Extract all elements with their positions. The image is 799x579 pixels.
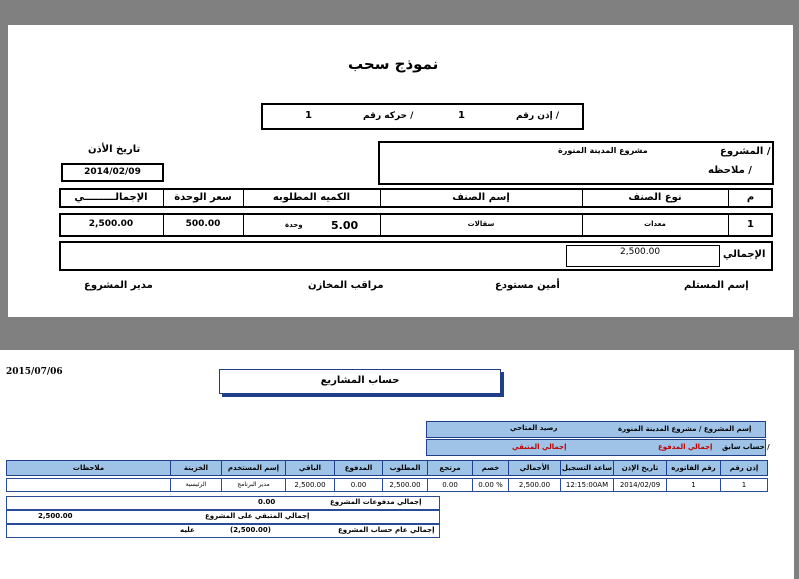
note-label: ملاحظه / (708, 165, 752, 176)
row-total: 2,500.00 (88, 219, 134, 229)
withdrawal-form-page (8, 25, 793, 317)
row-index: 1 (747, 219, 754, 230)
report-date: 2015/07/06 (6, 367, 63, 377)
col-required: المطلوب (382, 460, 428, 476)
summary-grand-value: (2,500.00) (230, 526, 271, 534)
summary-grand-suffix: عليه (180, 526, 195, 534)
permit-date-value: 2014/02/09 (84, 167, 141, 177)
col-reg-time: ساعة التسجيل (560, 460, 614, 476)
permit-no-label: إذن رقم / (516, 111, 560, 121)
summary-paid-label: إجمالي مدفوعات المشروع (330, 498, 422, 506)
projects-account-page (0, 350, 794, 579)
row-qty: 5.00 (331, 219, 359, 232)
col-total: الأجمالي (508, 460, 561, 476)
summary-paid-value: 0.00 (258, 498, 276, 506)
col-invoice-no: رقم الفاتوره (666, 460, 721, 476)
signature-stores-supervisor: مراقب المخازن (308, 280, 384, 291)
cell-remaining: 2,500.00 (285, 478, 335, 492)
cell-discount (472, 478, 509, 492)
signature-storekeeper: أمين مستودع (495, 280, 560, 291)
signature-receiver: إسم المستلم (684, 280, 749, 291)
cell-notes (6, 478, 171, 492)
col-type: نوع الصنف (628, 192, 682, 203)
cell-discount-unit: % (496, 481, 503, 489)
permit-date-label: تاريخ الأذن (88, 144, 141, 155)
col-index: م (746, 192, 755, 203)
total-remaining-label: إجمالي المتبقي (512, 443, 567, 451)
report-title: حساب المشاريع (320, 375, 400, 386)
col-discount: خصم (472, 460, 509, 476)
cell-treasury: الرئيسية (170, 478, 222, 492)
grand-total-value: 2,500.00 (620, 247, 661, 257)
summary-remaining-label: إجمالي المتبقي على المشروع (205, 512, 310, 520)
project-label: المشروع / (720, 146, 771, 157)
row-name: سقالات (467, 220, 495, 228)
cell-invoice-no: 1 (666, 478, 721, 492)
cell-returns: 0.00 (427, 478, 473, 492)
cell-paid: 0.00 (334, 478, 383, 492)
col-total: الإجمالـــــــــي (74, 192, 148, 203)
row-type: معدات (644, 220, 666, 228)
permit-no-value: 1 (458, 110, 465, 121)
cell-discount-value: 0.00 (478, 481, 494, 489)
row-unit: وحدة (285, 221, 303, 229)
col-notes: ملاحظات (6, 460, 171, 476)
col-permit-date: تاريخ الإذن (613, 460, 667, 476)
cell-permit-date: 2014/02/09 (613, 478, 667, 492)
row-price: 500.00 (185, 219, 221, 229)
col-permit-no: إذن رقم (720, 460, 768, 476)
summary-remaining-value: 2,500.00 (38, 512, 73, 520)
project-name-label: إسم المشروع / مشروع المدينة المنورة (618, 425, 752, 433)
cell-permit-no: 1 (720, 478, 768, 492)
col-treasury: الخزينة (170, 460, 222, 476)
col-name: إسم الصنف (452, 192, 510, 203)
cell-username: مدير البرنامج (221, 478, 286, 492)
movement-no-label: حركه رقم / (363, 111, 414, 121)
form-title: نموذج سحب (348, 55, 439, 73)
grand-total-label: الإجمالي (723, 249, 766, 260)
prev-account-row (426, 439, 766, 456)
project-value: مشروع المدينة المنورة (558, 146, 648, 155)
col-remaining: الباقي (285, 460, 335, 476)
prev-account-label: حساب سابق / (722, 443, 770, 451)
col-returns: مرتجع (427, 460, 473, 476)
signature-project-manager: مدير المشروع (84, 280, 153, 291)
movement-no-value: 1 (305, 110, 312, 121)
col-paid: المدفوع (334, 460, 383, 476)
summary-grand-label: إجمالي عام حساب المشروع (338, 526, 435, 534)
col-username: إسم المستخدم (221, 460, 286, 476)
col-qty: الكميه المطلوبه (272, 192, 351, 203)
cell-required: 2,500.00 (382, 478, 428, 492)
balance-label: رصيد المتاحي (510, 424, 558, 432)
cell-reg-time: 12:15:00AM (560, 478, 614, 492)
col-price: سعر الوحدة (174, 192, 232, 203)
cell-total: 2,500.00 (508, 478, 561, 492)
total-paid-label: إجمالي المدفوع (658, 443, 713, 451)
